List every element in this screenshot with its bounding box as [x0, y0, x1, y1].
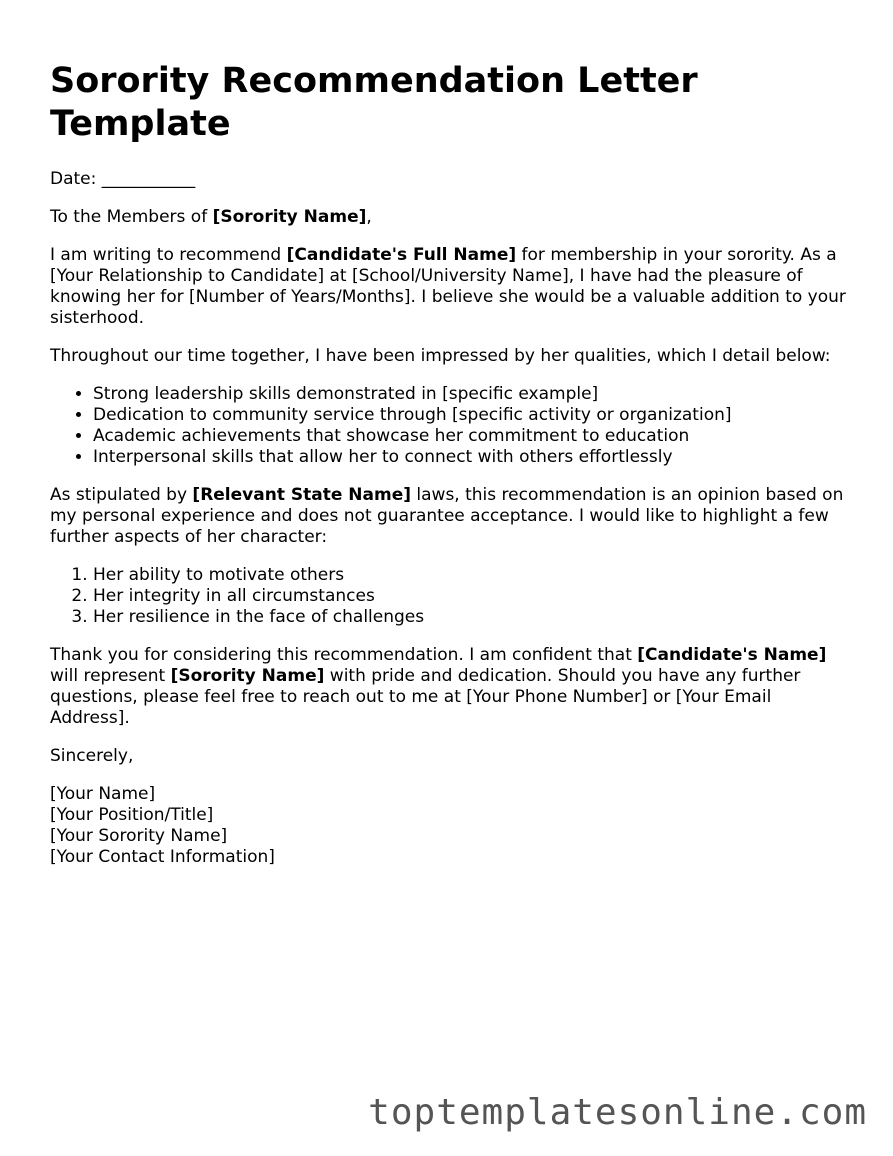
salutation	[50, 207, 850, 228]
thanks-sorority-name: [Sorority Name]	[170, 666, 325, 686]
list-item: • Dedication to community service through [specific activity or organization]	[93, 405, 850, 426]
thank-you-paragraph	[50, 645, 850, 729]
list-item: 3. Her resilience in the face of challenges	[93, 607, 850, 628]
page-title: Sorority Recommendation Letter Template	[50, 61, 698, 144]
salutation-sorority-name: [Sorority Name]	[212, 207, 367, 227]
qualities-list	[50, 384, 850, 468]
intro-after: for membership in your sorority. As a [Your Relationship to Candidate] at [School/University Name], I have had the pleasure of knowing her for [Number of Years/Months]. I believe she would be a valuable addition to your sisterhood.	[50, 245, 846, 328]
disclaimer-after: laws, this recommendation is an opinion based on my personal experience and does not guarantee acceptance. I would like to highlight a few further aspects of her character:	[50, 485, 844, 547]
salutation-suffix: ,	[366, 207, 372, 227]
thanks-middle: will represent	[50, 666, 171, 686]
salutation-prefix: To the Members of	[50, 207, 213, 227]
list-item: • Interpersonal skills that allow her to connect with others effortlessly	[93, 447, 850, 468]
signature-sorority: [Your Sorority Name]	[50, 826, 228, 846]
list-item: 2. Her integrity in all circumstances	[93, 586, 850, 607]
signature-title: [Your Position/Title]	[50, 805, 214, 825]
disclaimer-state-name: [Relevant State Name]	[192, 485, 411, 505]
list-item: 1. Her ability to motivate others	[93, 565, 850, 586]
closing: Sincerely,	[50, 746, 134, 766]
thanks-after: with pride and dedication. Should you have any further questions, please feel free to reach out to me at [Your Phone Number] or [Your Email Address].	[50, 666, 801, 728]
disclaimer-paragraph	[50, 485, 850, 548]
thanks-candidate-name: [Candidate's Name]	[637, 645, 827, 665]
date-line: Date: ___________	[50, 169, 196, 189]
signature-name: [Your Name]	[50, 784, 156, 804]
disclaimer-before: As stipulated by	[50, 485, 193, 505]
thanks-before: Thank you for considering this recommendation. I am confident that	[50, 645, 638, 665]
intro-paragraph	[50, 245, 850, 329]
watermark: toptemplatesonline.com	[368, 1092, 867, 1133]
signature-block	[50, 784, 850, 868]
list-item: • Strong leadership skills demonstrated in [specific example]	[93, 384, 850, 405]
intro-candidate-name: [Candidate's Full Name]	[286, 245, 517, 265]
aspects-list	[50, 565, 850, 628]
intro-before: I am writing to recommend	[50, 245, 287, 265]
letter-document	[50, 60, 850, 885]
list-item: • Academic achievements that showcase her commitment to education	[93, 426, 850, 447]
qualities-intro-paragraph: Throughout our time together, I have been impressed by her qualities, which I detail below:	[50, 346, 831, 366]
signature-contact: [Your Contact Information]	[50, 847, 275, 867]
